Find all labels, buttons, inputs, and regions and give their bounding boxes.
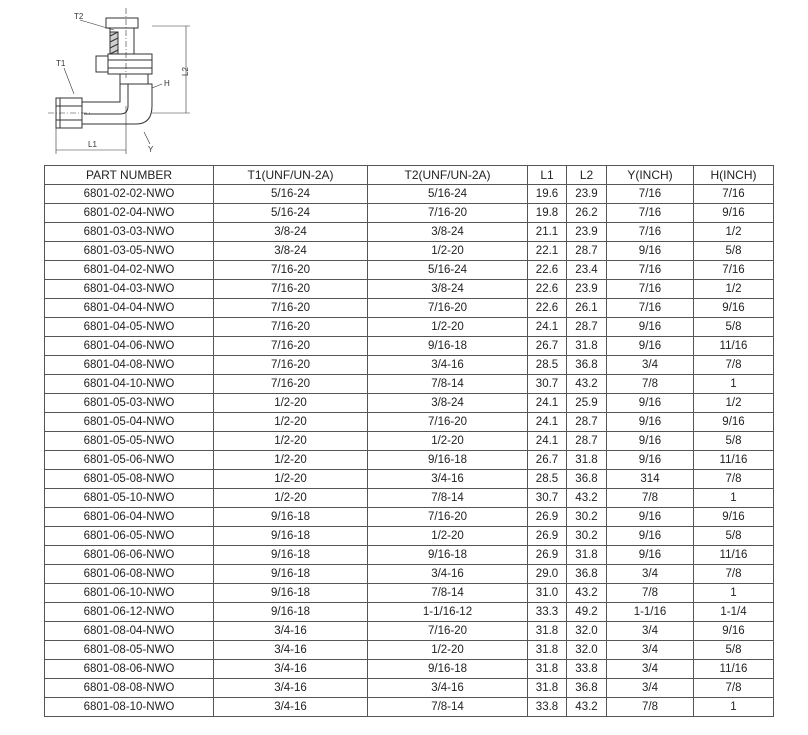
table-cell: 6801-08-08-NWO (45, 679, 214, 698)
table-cell: 26.9 (528, 546, 567, 565)
table-cell: 7/16-20 (368, 413, 528, 432)
table-cell: 33.3 (528, 603, 567, 622)
label-t1: T1 (56, 59, 66, 68)
table-cell: 6801-05-06-NWO (45, 451, 214, 470)
table-cell: 9/16 (694, 204, 774, 223)
table-cell: 31.8 (528, 679, 567, 698)
table-cell: 1/2-20 (214, 470, 368, 489)
table-cell: 6801-06-04-NWO (45, 508, 214, 527)
table-cell: 6801-05-05-NWO (45, 432, 214, 451)
table-cell: 7/16 (607, 185, 694, 204)
table-cell: 21.1 (528, 223, 567, 242)
table-cell: 22.1 (528, 242, 567, 261)
table-cell: 43.2 (567, 489, 607, 508)
table-row (45, 185, 774, 204)
column-header: Y(INCH) (607, 166, 694, 185)
table-row (45, 299, 774, 318)
table-cell: 9/16 (607, 451, 694, 470)
table-cell: 3/4-16 (368, 565, 528, 584)
table-cell: 23.9 (567, 280, 607, 299)
table-cell: 1/2-20 (214, 432, 368, 451)
table-cell: 1/2-20 (214, 451, 368, 470)
table-row (45, 280, 774, 299)
table-cell: 1 (694, 584, 774, 603)
table-cell: 26.2 (567, 204, 607, 223)
table-cell: 22.6 (528, 280, 567, 299)
table-cell: 3/4 (607, 356, 694, 375)
table-cell: 36.8 (567, 356, 607, 375)
table-cell: 6801-04-02-NWO (45, 261, 214, 280)
table-cell: 1/2 (694, 280, 774, 299)
table-cell: 7/8 (694, 470, 774, 489)
table-cell: 7/8 (607, 698, 694, 717)
label-l1: L1 (88, 140, 97, 149)
table-cell: 7/16 (607, 261, 694, 280)
table-cell: 9/16 (694, 622, 774, 641)
table-cell: 1 (694, 375, 774, 394)
table-row (45, 356, 774, 375)
table-cell: 6801-04-10-NWO (45, 375, 214, 394)
table-row (45, 394, 774, 413)
table-cell: 7/16-20 (368, 622, 528, 641)
table-cell: 7/8-14 (368, 375, 528, 394)
table-cell: 6801-06-06-NWO (45, 546, 214, 565)
table-cell: 33.8 (567, 660, 607, 679)
table-cell: 7/8 (694, 565, 774, 584)
table-cell: 3/4-16 (214, 660, 368, 679)
table-cell: 11/16 (694, 660, 774, 679)
table-cell: 28.5 (528, 470, 567, 489)
column-header: T1(UNF/UN-2A) (214, 166, 368, 185)
table-cell: 19.6 (528, 185, 567, 204)
table-row (45, 451, 774, 470)
table-cell: 9/16 (694, 413, 774, 432)
table-cell: 6801-06-12-NWO (45, 603, 214, 622)
table-cell: 3/8-24 (214, 242, 368, 261)
table-cell: 28.7 (567, 432, 607, 451)
table-cell: 28.7 (567, 242, 607, 261)
table-cell: 23.9 (567, 223, 607, 242)
table-cell: 9/16-18 (214, 603, 368, 622)
table-cell: 7/16 (694, 261, 774, 280)
table-cell: 26.9 (528, 508, 567, 527)
table-cell: 5/16-24 (368, 261, 528, 280)
table-cell: 7/8-14 (368, 698, 528, 717)
table-cell: 36.8 (567, 470, 607, 489)
table-cell: 31.0 (528, 584, 567, 603)
table-cell: 28.7 (567, 413, 607, 432)
table-cell: 9/16 (607, 413, 694, 432)
table-cell: 9/16 (607, 546, 694, 565)
table-cell: 9/16 (694, 299, 774, 318)
table-cell: 6801-08-04-NWO (45, 622, 214, 641)
table-cell: 7/16-20 (368, 299, 528, 318)
table-cell: 29.0 (528, 565, 567, 584)
label-h: H (164, 79, 170, 88)
table-cell: 36.8 (567, 679, 607, 698)
table-cell: 43.2 (567, 698, 607, 717)
table-cell: 7/16 (607, 223, 694, 242)
label-t2: T2 (74, 12, 84, 21)
table-cell: 9/16 (607, 432, 694, 451)
table-cell: 6801-08-10-NWO (45, 698, 214, 717)
table-cell: 1/2-20 (368, 432, 528, 451)
table-cell: 7/16-20 (214, 261, 368, 280)
column-header: L1 (528, 166, 567, 185)
table-row (45, 413, 774, 432)
table-cell: 9/16-18 (368, 451, 528, 470)
table-cell: 31.8 (528, 622, 567, 641)
table-row (45, 546, 774, 565)
table-cell: 6801-04-03-NWO (45, 280, 214, 299)
table-cell: 7/16-20 (214, 318, 368, 337)
table-cell: 9/16-18 (368, 337, 528, 356)
table-cell: 3/4-16 (214, 622, 368, 641)
table-row (45, 204, 774, 223)
table-cell: 3/4-16 (214, 679, 368, 698)
table-cell: 1/2-20 (368, 242, 528, 261)
column-header: L2 (567, 166, 607, 185)
table-cell: 5/16-24 (214, 204, 368, 223)
table-cell: 32.0 (567, 641, 607, 660)
table-cell: 11/16 (694, 451, 774, 470)
table-row (45, 584, 774, 603)
table-cell: 36.8 (567, 565, 607, 584)
table-cell: 24.1 (528, 394, 567, 413)
table-cell: 9/16 (607, 394, 694, 413)
table-cell: 9/16 (607, 242, 694, 261)
table-cell: 24.1 (528, 318, 567, 337)
table-cell: 30.7 (528, 375, 567, 394)
table-cell: 7/8 (607, 375, 694, 394)
table-cell: 11/16 (694, 546, 774, 565)
table-cell: 1/2-20 (368, 318, 528, 337)
table-row (45, 432, 774, 451)
table-cell: 33.8 (528, 698, 567, 717)
table-cell: 25.9 (567, 394, 607, 413)
table-cell: 1 (694, 698, 774, 717)
table-cell: 23.9 (567, 185, 607, 204)
table-row (45, 603, 774, 622)
table-cell: 31.8 (528, 641, 567, 660)
table-cell: 9/16-18 (214, 508, 368, 527)
table-cell: 9/16 (694, 508, 774, 527)
table-cell: 5/8 (694, 641, 774, 660)
table-cell: 28.7 (567, 318, 607, 337)
table-cell: 5/8 (694, 432, 774, 451)
table-cell: 5/8 (694, 527, 774, 546)
table-cell: 1/2 (694, 223, 774, 242)
table-cell: 9/16 (607, 318, 694, 337)
table-cell: 6801-05-04-NWO (45, 413, 214, 432)
table-cell: 7/8-14 (368, 584, 528, 603)
table-cell: 30.2 (567, 508, 607, 527)
table-cell: 3/8-24 (368, 394, 528, 413)
table-cell: 3/4 (607, 641, 694, 660)
table-cell: 6801-03-05-NWO (45, 242, 214, 261)
table-cell: 1-1/16-12 (368, 603, 528, 622)
table-cell: 7/8-14 (368, 489, 528, 508)
table-cell: 26.7 (528, 337, 567, 356)
table-cell: 314 (607, 470, 694, 489)
table-cell: 30.2 (567, 527, 607, 546)
table-cell: 31.8 (528, 660, 567, 679)
table-row (45, 470, 774, 489)
table-cell: 22.6 (528, 261, 567, 280)
table-cell: 3/4-16 (368, 356, 528, 375)
table-cell: 1/2-20 (368, 641, 528, 660)
table-cell: 9/16-18 (368, 546, 528, 565)
table-cell: 9/16 (607, 337, 694, 356)
table-cell: 24.1 (528, 432, 567, 451)
table-cell: 9/16-18 (214, 546, 368, 565)
table-cell: 6801-03-03-NWO (45, 223, 214, 242)
table-cell: 7/16-20 (214, 375, 368, 394)
table-row (45, 223, 774, 242)
table-cell: 1/2-20 (214, 489, 368, 508)
table-cell: 3/4-16 (368, 470, 528, 489)
table-cell: 5/8 (694, 318, 774, 337)
table-cell: 3/4-16 (214, 641, 368, 660)
table-cell: 26.1 (567, 299, 607, 318)
table-row (45, 527, 774, 546)
table-cell: 3/4 (607, 679, 694, 698)
table-cell: 49.2 (567, 603, 607, 622)
table-cell: 28.5 (528, 356, 567, 375)
table-cell: 26.7 (528, 451, 567, 470)
table-cell: 6801-04-06-NWO (45, 337, 214, 356)
table-cell: 1/2-20 (214, 394, 368, 413)
column-header: PART NUMBER (45, 166, 214, 185)
table-row (45, 565, 774, 584)
table-row (45, 489, 774, 508)
table-cell: 31.8 (567, 546, 607, 565)
table-cell: 9/16-18 (214, 584, 368, 603)
table-cell: 6801-06-08-NWO (45, 565, 214, 584)
table-cell: 6801-06-10-NWO (45, 584, 214, 603)
table-cell: 9/16 (607, 508, 694, 527)
table-row (45, 261, 774, 280)
table-row (45, 242, 774, 261)
table-cell: 7/16 (607, 204, 694, 223)
table-cell: 5/16-24 (368, 185, 528, 204)
table-row (45, 679, 774, 698)
table-cell: 19.8 (528, 204, 567, 223)
table-cell: 6801-06-05-NWO (45, 527, 214, 546)
table-cell: 6801-05-08-NWO (45, 470, 214, 489)
table-cell: 6801-02-02-NWO (45, 185, 214, 204)
fitting-drawing (40, 6, 210, 156)
table-cell: 6801-04-08-NWO (45, 356, 214, 375)
table-cell: 1-1/4 (694, 603, 774, 622)
table-cell: 7/16-20 (214, 299, 368, 318)
table-cell: 3/8-24 (214, 223, 368, 242)
table-cell: 5/16-24 (214, 185, 368, 204)
table-row (45, 318, 774, 337)
table-cell: 7/16-20 (214, 337, 368, 356)
table-cell: 6801-08-05-NWO (45, 641, 214, 660)
table-cell: 1-1/16 (607, 603, 694, 622)
table-cell: 3/4-16 (368, 679, 528, 698)
table-cell: 1/2-20 (214, 413, 368, 432)
table-cell: 3/4 (607, 660, 694, 679)
table-cell: 3/4 (607, 622, 694, 641)
table-cell: 32.0 (567, 622, 607, 641)
table-cell: 6801-02-04-NWO (45, 204, 214, 223)
table-row (45, 622, 774, 641)
table-cell: 11/16 (694, 337, 774, 356)
label-l2: L2 (181, 67, 190, 76)
table-row (45, 337, 774, 356)
table-cell: 31.8 (567, 451, 607, 470)
table-cell: 3/4-16 (214, 698, 368, 717)
label-y: Y (148, 145, 154, 154)
table-cell: 23.4 (567, 261, 607, 280)
table-cell: 3/8-24 (368, 223, 528, 242)
table-cell: 6801-08-06-NWO (45, 660, 214, 679)
table-cell: 1/2 (694, 394, 774, 413)
table-cell: 7/16 (607, 280, 694, 299)
table-cell: 30.7 (528, 489, 567, 508)
table-row (45, 508, 774, 527)
table-cell: 7/16-20 (214, 356, 368, 375)
table-cell: 6801-05-03-NWO (45, 394, 214, 413)
table-cell: 9/16-18 (368, 660, 528, 679)
table-cell: 43.2 (567, 584, 607, 603)
table-cell: 6801-05-10-NWO (45, 489, 214, 508)
table-cell: 7/16 (694, 185, 774, 204)
table-cell: 9/16-18 (214, 565, 368, 584)
column-header: T2(UNF/UN-2A) (368, 166, 528, 185)
table-row (45, 698, 774, 717)
table-row (45, 660, 774, 679)
table-row (45, 641, 774, 660)
table-cell: 7/16-20 (214, 280, 368, 299)
column-header: H(INCH) (694, 166, 774, 185)
table-cell: 1 (694, 489, 774, 508)
table-cell: 7/8 (694, 356, 774, 375)
table-cell: 3/8-24 (368, 280, 528, 299)
table-cell: 1/2-20 (368, 527, 528, 546)
table-cell: 7/16-20 (368, 204, 528, 223)
table-cell: 6801-04-04-NWO (45, 299, 214, 318)
table-cell: 22.6 (528, 299, 567, 318)
table-cell: 7/16 (607, 299, 694, 318)
table-cell: 26.9 (528, 527, 567, 546)
table-cell: 9/16-18 (214, 527, 368, 546)
table-cell: 7/8 (607, 584, 694, 603)
table-cell: 7/8 (694, 679, 774, 698)
table-cell: 7/16-20 (368, 508, 528, 527)
table-header-row (45, 166, 774, 185)
table-row (45, 375, 774, 394)
spec-table (44, 165, 774, 717)
table-cell: 31.8 (567, 337, 607, 356)
table-cell: 7/8 (607, 489, 694, 508)
table-cell: 3/4 (607, 565, 694, 584)
table-cell: 24.1 (528, 413, 567, 432)
table-cell: 43.2 (567, 375, 607, 394)
table-cell: 6801-04-05-NWO (45, 318, 214, 337)
table-cell: 5/8 (694, 242, 774, 261)
table-cell: 9/16 (607, 527, 694, 546)
